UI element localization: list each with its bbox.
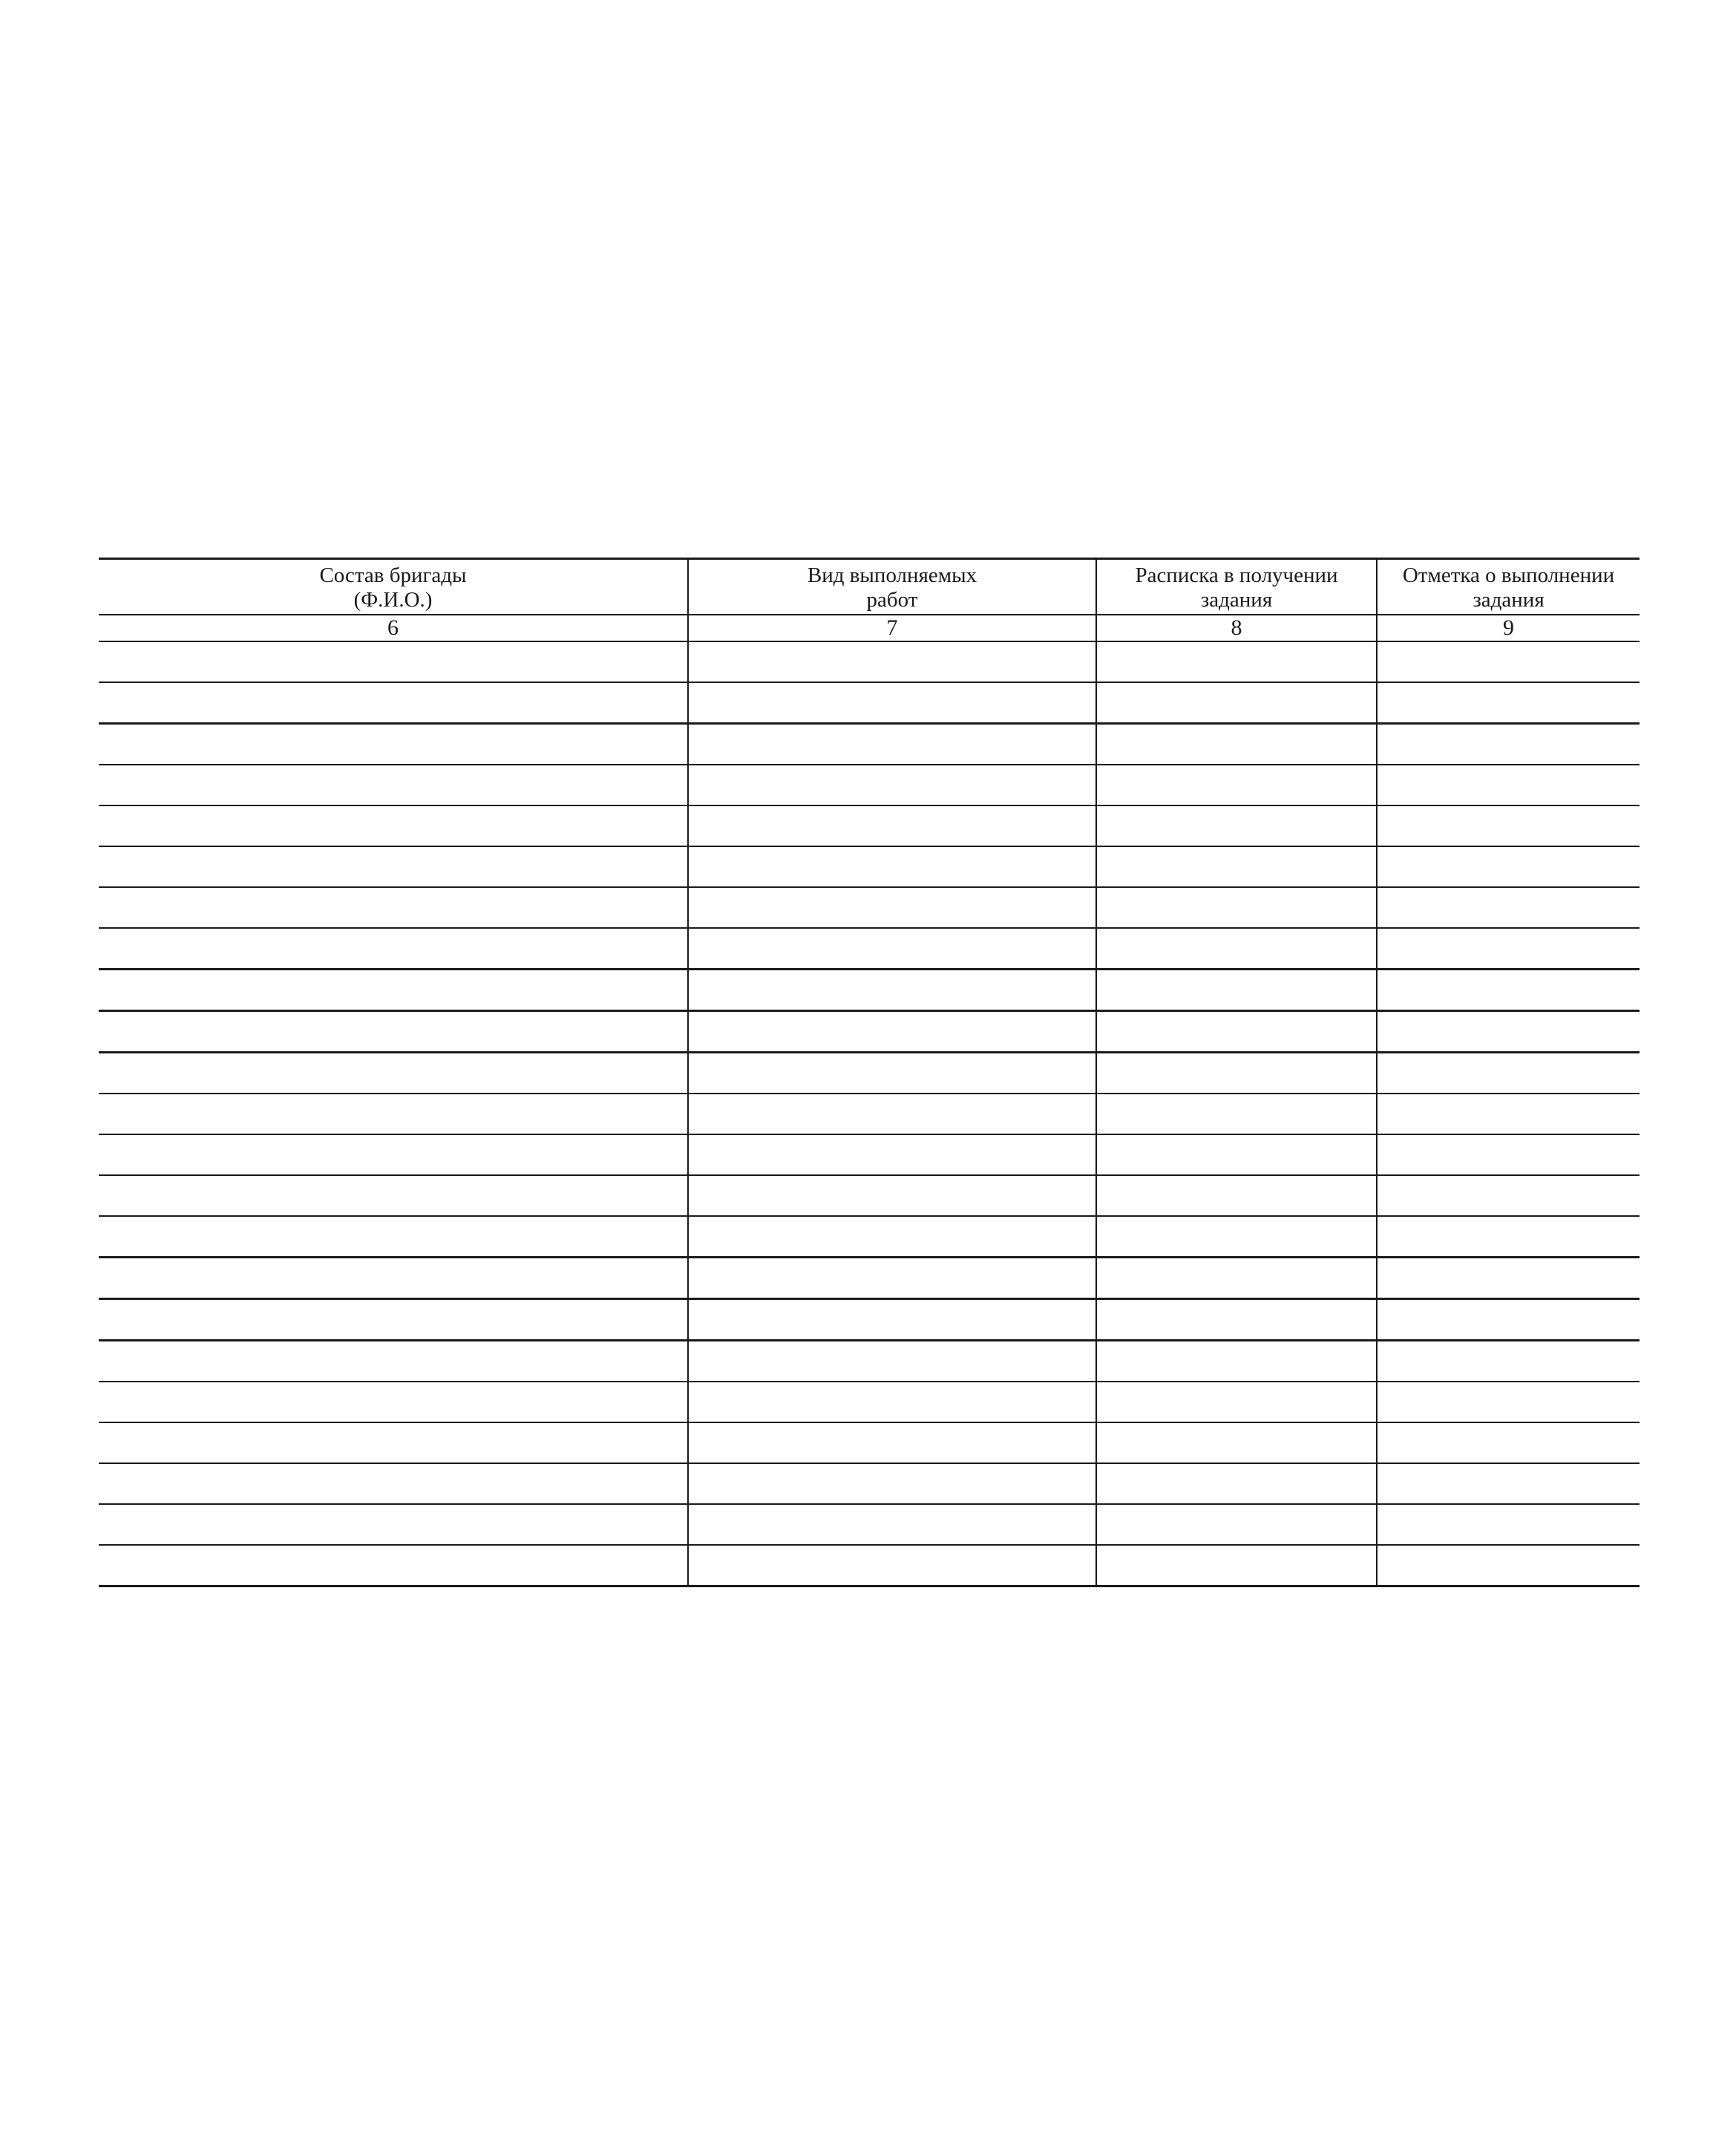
- cell-work-type: [688, 846, 1096, 887]
- cell-receipt: [1096, 1094, 1377, 1134]
- cell-work-type: [688, 970, 1096, 1011]
- cell-brigade-member: [99, 1011, 688, 1053]
- cell-completion: [1377, 1545, 1640, 1586]
- cell-brigade-member: [99, 805, 688, 846]
- table-row: [99, 970, 1640, 1011]
- table-row: [99, 846, 1640, 887]
- table-row: [99, 1422, 1640, 1463]
- cell-receipt: [1096, 1216, 1377, 1258]
- cell-brigade-member: [99, 1094, 688, 1134]
- header-line: (Ф.И.О.): [353, 588, 433, 612]
- header-line: задания: [1473, 588, 1545, 612]
- header-work-type: [688, 559, 1096, 615]
- table-row: [99, 641, 1640, 682]
- column-number: 6: [99, 615, 688, 641]
- cell-completion: [1377, 1175, 1640, 1216]
- cell-brigade-member: [99, 928, 688, 970]
- column-number: 7: [688, 615, 1096, 641]
- cell-work-type: [688, 1216, 1096, 1258]
- header-line: Расписка в получении: [1135, 563, 1338, 587]
- table-row: [99, 1299, 1640, 1341]
- table-row: [99, 724, 1640, 765]
- cell-completion: [1377, 970, 1640, 1011]
- table-row: [99, 1382, 1640, 1422]
- header-row: [99, 559, 1640, 615]
- cell-work-type: [688, 1341, 1096, 1382]
- table-row: [99, 1094, 1640, 1134]
- cell-work-type: [688, 1134, 1096, 1175]
- cell-brigade-member: [99, 1134, 688, 1175]
- column-number: 9: [1377, 615, 1640, 641]
- table-row: [99, 682, 1640, 724]
- cell-receipt: [1096, 1545, 1377, 1586]
- cell-work-type: [688, 1463, 1096, 1504]
- cell-brigade-member: [99, 641, 688, 682]
- header-line: работ: [866, 588, 918, 612]
- table-row: [99, 1053, 1640, 1094]
- table-row: [99, 1011, 1640, 1053]
- cell-completion: [1377, 1463, 1640, 1504]
- cell-receipt: [1096, 1382, 1377, 1422]
- column-number: 8: [1096, 615, 1377, 641]
- cell-brigade-member: [99, 1382, 688, 1422]
- table-row: [99, 1258, 1640, 1299]
- cell-receipt: [1096, 1053, 1377, 1094]
- cell-brigade-member: [99, 1504, 688, 1545]
- table-row: [99, 1341, 1640, 1382]
- cell-completion: [1377, 1011, 1640, 1053]
- cell-brigade-member: [99, 1299, 688, 1341]
- header-line: Вид выполняемых: [807, 563, 977, 587]
- cell-completion: [1377, 805, 1640, 846]
- cell-receipt: [1096, 1504, 1377, 1545]
- header-line: Отметка о выполнении: [1402, 563, 1615, 587]
- cell-work-type: [688, 1175, 1096, 1216]
- cell-completion: [1377, 1134, 1640, 1175]
- cell-work-type: [688, 1382, 1096, 1422]
- header-receipt-signature: [1096, 559, 1377, 615]
- cell-brigade-member: [99, 1216, 688, 1258]
- cell-brigade-member: [99, 970, 688, 1011]
- cell-brigade-member: [99, 682, 688, 724]
- table-body: [99, 641, 1640, 1586]
- column-number-row: [99, 615, 1640, 641]
- table-row: [99, 765, 1640, 805]
- cell-work-type: [688, 1258, 1096, 1299]
- cell-brigade-member: [99, 887, 688, 928]
- table-row: [99, 805, 1640, 846]
- cell-brigade-member: [99, 846, 688, 887]
- cell-receipt: [1096, 970, 1377, 1011]
- cell-brigade-member: [99, 1053, 688, 1094]
- cell-work-type: [688, 1422, 1096, 1463]
- header-line: задания: [1200, 588, 1273, 612]
- cell-brigade-member: [99, 1341, 688, 1382]
- cell-receipt: [1096, 765, 1377, 805]
- table-row: [99, 1134, 1640, 1175]
- table-row: [99, 1463, 1640, 1504]
- cell-receipt: [1096, 1299, 1377, 1341]
- table-row: [99, 1504, 1640, 1545]
- cell-receipt: [1096, 887, 1377, 928]
- cell-completion: [1377, 1053, 1640, 1094]
- cell-brigade-member: [99, 1463, 688, 1504]
- cell-receipt: [1096, 1341, 1377, 1382]
- cell-receipt: [1096, 805, 1377, 846]
- cell-receipt: [1096, 724, 1377, 765]
- cell-receipt: [1096, 928, 1377, 970]
- cell-receipt: [1096, 1011, 1377, 1053]
- cell-completion: [1377, 887, 1640, 928]
- table-row: [99, 1175, 1640, 1216]
- table-row: [99, 928, 1640, 970]
- header-completion-mark: [1377, 559, 1640, 615]
- cell-work-type: [688, 1053, 1096, 1094]
- brigade-assignment-table: [99, 558, 1640, 1587]
- cell-receipt: [1096, 1258, 1377, 1299]
- cell-completion: [1377, 1504, 1640, 1545]
- cell-receipt: [1096, 641, 1377, 682]
- cell-work-type: [688, 1011, 1096, 1053]
- cell-completion: [1377, 1258, 1640, 1299]
- cell-completion: [1377, 1341, 1640, 1382]
- cell-completion: [1377, 724, 1640, 765]
- cell-work-type: [688, 765, 1096, 805]
- cell-brigade-member: [99, 765, 688, 805]
- cell-completion: [1377, 1299, 1640, 1341]
- cell-completion: [1377, 1382, 1640, 1422]
- table-row: [99, 887, 1640, 928]
- table-row: [99, 1216, 1640, 1258]
- cell-completion: [1377, 765, 1640, 805]
- cell-completion: [1377, 682, 1640, 724]
- cell-completion: [1377, 641, 1640, 682]
- cell-work-type: [688, 1545, 1096, 1586]
- cell-work-type: [688, 724, 1096, 765]
- cell-brigade-member: [99, 724, 688, 765]
- cell-receipt: [1096, 1134, 1377, 1175]
- cell-brigade-member: [99, 1258, 688, 1299]
- cell-completion: [1377, 1216, 1640, 1258]
- cell-brigade-member: [99, 1422, 688, 1463]
- cell-work-type: [688, 682, 1096, 724]
- cell-brigade-member: [99, 1175, 688, 1216]
- cell-receipt: [1096, 1463, 1377, 1504]
- header-brigade-composition: [99, 559, 688, 615]
- cell-work-type: [688, 641, 1096, 682]
- cell-work-type: [688, 1299, 1096, 1341]
- cell-work-type: [688, 1094, 1096, 1134]
- cell-receipt: [1096, 1175, 1377, 1216]
- cell-work-type: [688, 928, 1096, 970]
- cell-work-type: [688, 805, 1096, 846]
- cell-completion: [1377, 846, 1640, 887]
- cell-completion: [1377, 928, 1640, 970]
- cell-brigade-member: [99, 1545, 688, 1586]
- table-row: [99, 1545, 1640, 1586]
- cell-receipt: [1096, 1422, 1377, 1463]
- header-line: Состав бригады: [319, 563, 467, 587]
- cell-work-type: [688, 1504, 1096, 1545]
- cell-receipt: [1096, 846, 1377, 887]
- cell-completion: [1377, 1094, 1640, 1134]
- cell-work-type: [688, 887, 1096, 928]
- cell-receipt: [1096, 682, 1377, 724]
- cell-completion: [1377, 1422, 1640, 1463]
